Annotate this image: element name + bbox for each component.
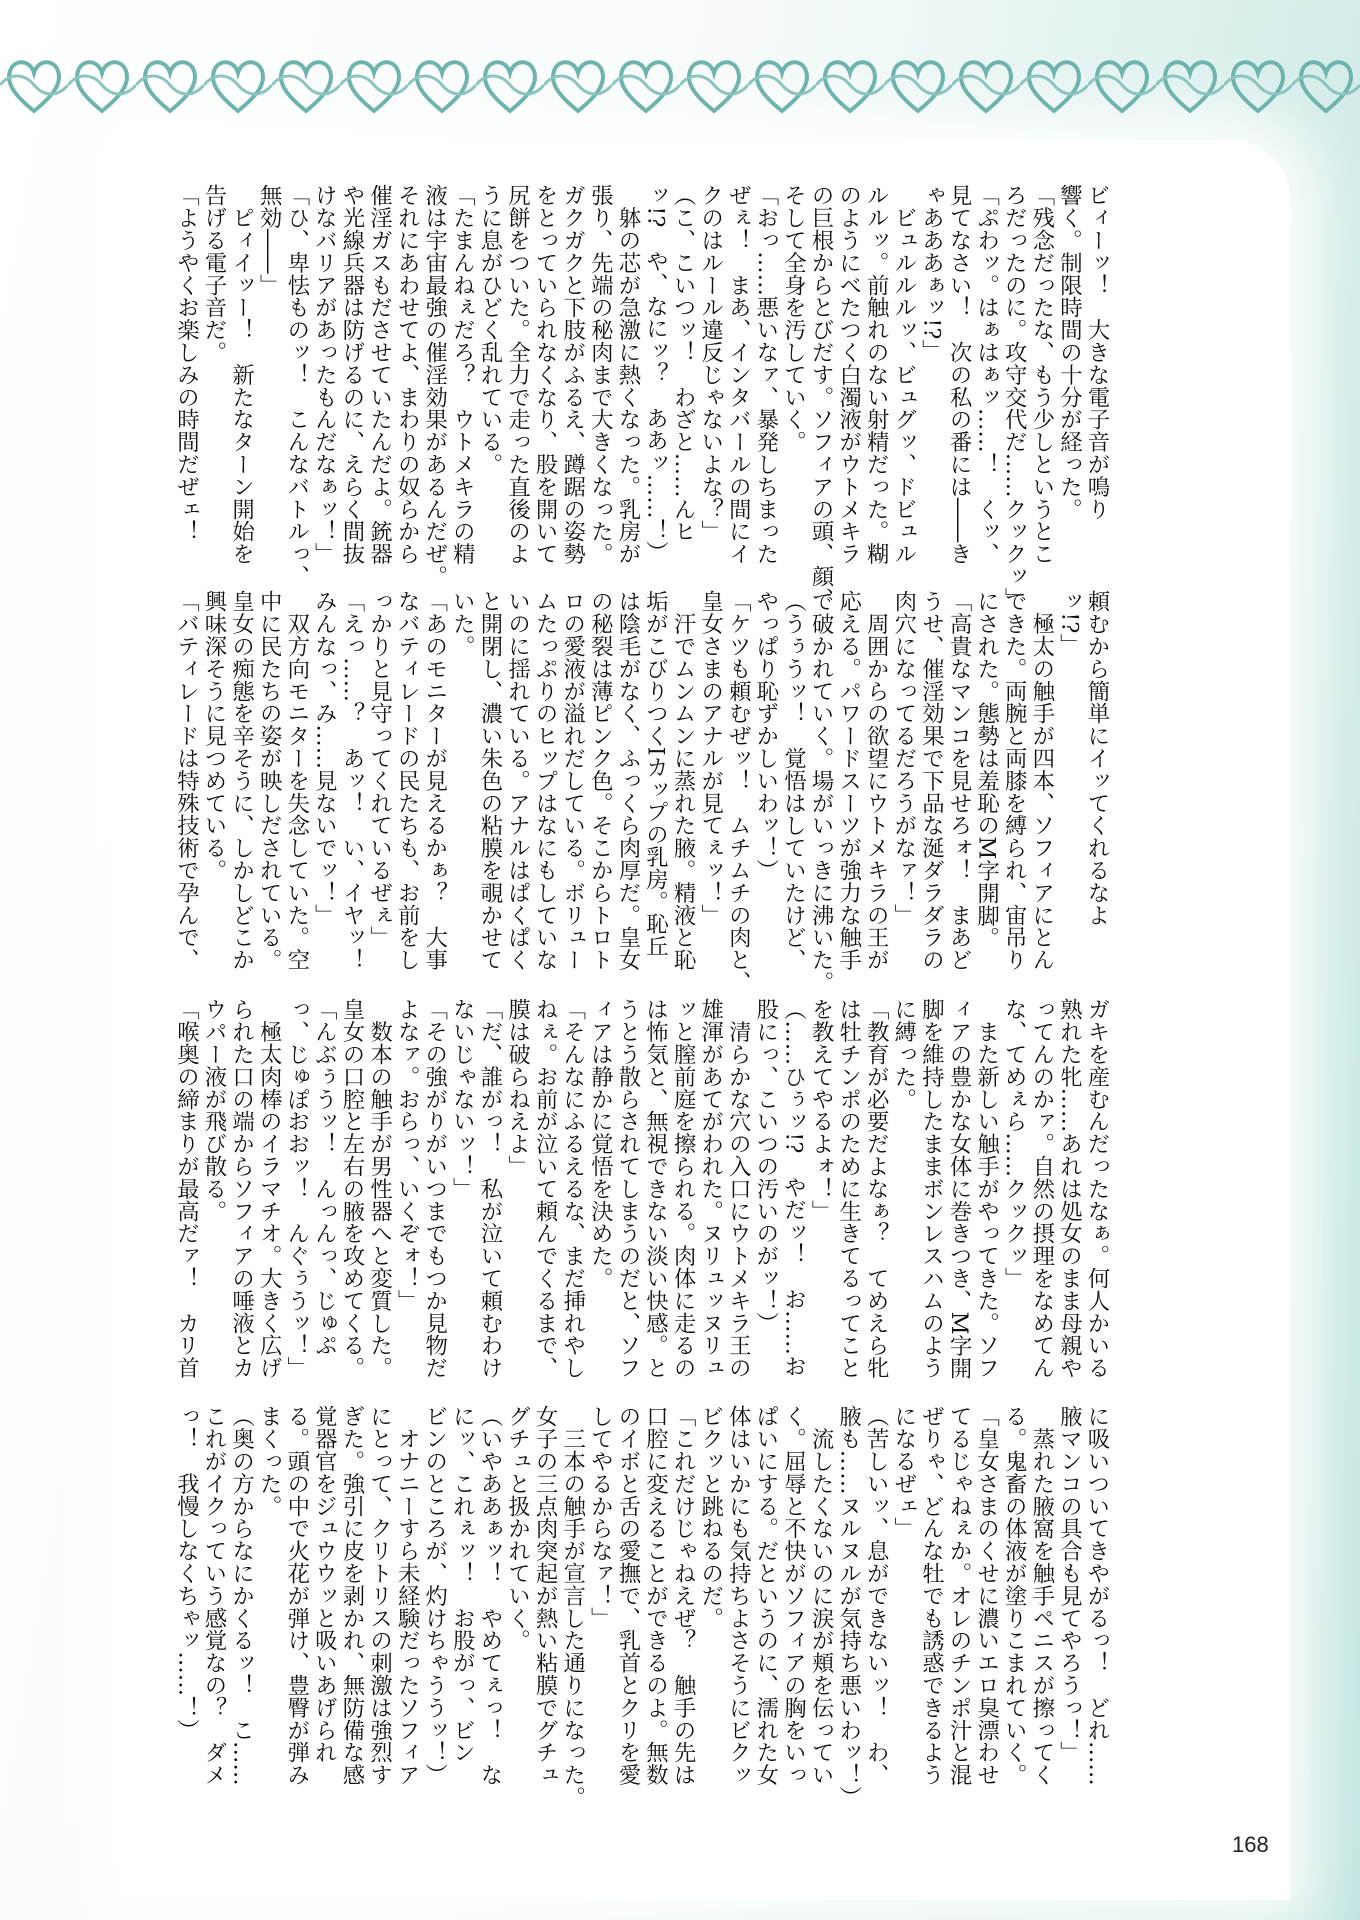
text-tier-3 xyxy=(160,998,1110,1382)
text-column: やっぱり恥ずかしいわッ！） xyxy=(752,590,779,882)
text-column: っ、じゅぽおおッ！ んぐぅうッ！」 xyxy=(283,998,310,1379)
text-column: の巨根からとびだす。ソフィアの頭、顔、 xyxy=(808,184,835,610)
text-column: ピィイッー！ 新たなターン開始を xyxy=(228,184,255,565)
text-column: してやるからなァ！」 xyxy=(587,1405,614,1629)
text-column: 皇女の口腔と左右の腋を攻めてくる。 xyxy=(338,998,365,1379)
text-column: 垢がこびりつくIカップの乳房。恥丘 xyxy=(642,590,669,958)
text-column: 極太の触手が四本、ソフィアにとん xyxy=(1028,590,1055,971)
text-column: にされた。態勢は羞恥のM字開脚。 xyxy=(973,590,1000,949)
text-column: 「その強がりがいつまでもつか見物だ xyxy=(421,998,448,1379)
text-column: にとって、クリトリスの刺激は強烈す xyxy=(366,1405,393,1786)
text-column: 「ひ、卑怯ものッ！ こんなバトルっ、 xyxy=(283,184,310,588)
text-column: できた。両腕と両膝を縛られ、宙吊り xyxy=(1001,590,1028,971)
text-column: のようにべたつく白濁液がウトメキラ xyxy=(835,184,862,565)
text-column: く。屈辱と不快がソフィアの胸をいっ xyxy=(780,1405,807,1786)
text-column: （いやああぁッ！ やめてぇっ！ な xyxy=(476,1405,503,1786)
text-column: けなバリアがあったもんだなぁッ！」 xyxy=(311,184,338,565)
text-column: （……ひぅッ!? やだッ！ お……お xyxy=(780,998,807,1378)
text-column: 腋も……ヌルヌルが気持ち悪いわッ！） xyxy=(835,1405,862,1809)
text-column: ッ!? や、なにッ？ ああッ……！） xyxy=(642,184,669,564)
text-column: ィアは静かに覚悟を決めた。 xyxy=(587,998,614,1290)
page-number: 168 xyxy=(1232,1832,1269,1857)
text-column: 雄渾があてがわれた。ヌリュッヌリュ xyxy=(697,998,724,1379)
text-column: 「あのモニターが見えるかぁ？ 大事 xyxy=(421,590,448,971)
text-column: 肉穴になってるだろうがなァ！」 xyxy=(890,590,917,926)
text-column: 躰の芯が急激に熱くなった。乳房が xyxy=(614,184,641,565)
text-column: 見てなさい！ 次の私の番には――き xyxy=(946,184,973,565)
text-column: 体はいかにも気持ちよさそうにビクッ xyxy=(725,1405,752,1786)
text-column: いのに揺れている。アナルはぱくぱく xyxy=(504,590,531,971)
text-column: 「教育が必要だよなぁ？ てめえら牝 xyxy=(863,998,890,1379)
text-column: うとう散らされてしまうのだと、ソフ xyxy=(614,998,641,1379)
text-column: これがイクっていう感覚なの？ ダメ xyxy=(201,1405,227,1786)
text-column: 興味深そうに見つめている。 xyxy=(201,590,227,882)
text-column: そして全身を汚していく。 xyxy=(780,184,807,453)
text-column: 周囲からの欲望にウトメキラの王が xyxy=(863,590,890,971)
text-column: 催淫ガスもださせていたんだよ。銃器 xyxy=(366,184,393,565)
text-column: 清らかな穴の入口にウトメキラ王の xyxy=(725,998,752,1379)
text-column: ビンのところが、灼けちゃううッ！） xyxy=(421,1405,448,1786)
text-column: ッと膣前庭を擦られる。肉体に走るの xyxy=(670,998,697,1379)
text-column: てるじゃねぇか。オレのチンポ汁と混 xyxy=(946,1405,973,1786)
text-column: ルルッ。前触れのない射精だった。糊 xyxy=(863,184,890,565)
text-column: なバティレードの民たちも、お前をし xyxy=(394,590,421,971)
text-column: 「だ、誰がっ！ 私が泣いて頼むわけ xyxy=(476,998,503,1379)
text-column: 「残念だったな、もう少しというとこ xyxy=(1028,184,1055,565)
text-column: 無効――」 xyxy=(256,184,283,296)
text-column: になるぜェ」 xyxy=(890,1405,917,1540)
text-column: 極太肉棒のイラマチオ。大きく広げ xyxy=(256,998,283,1379)
text-column: 股にっ、こいつの汚いのがッ！） xyxy=(752,998,779,1334)
text-column: に吸いついてきやがるっ！ どれ…… xyxy=(1084,1405,1110,1786)
text-tier-1 xyxy=(160,184,1110,610)
text-column: （こ、こいつッ！ わざと……んヒ xyxy=(670,184,697,543)
text-column: 口腔に変えることができるのよ。無数 xyxy=(642,1405,669,1786)
text-tier-2 xyxy=(160,590,1110,994)
text-column: ろだったのに。攻守交代だ……クックッ」 xyxy=(1001,184,1028,610)
text-column: を教えてやるよォ！」 xyxy=(808,998,835,1222)
text-column: それにあわせてよ、まわりの奴らから xyxy=(394,184,421,565)
text-column: ウパー液が飛び散る。 xyxy=(201,998,227,1222)
text-column: グチュと扱かれていく。 xyxy=(504,1405,531,1652)
text-column: る。鬼畜の体液が塗りこまれていく。 xyxy=(1001,1405,1028,1786)
text-column: で破かれていく。場がいっきに沸いた。 xyxy=(808,590,835,994)
text-column: っかりと見守ってくれているぜぇ」 xyxy=(366,590,393,949)
text-column: 頼むから簡単にイッてくれるなよ xyxy=(1084,590,1110,926)
text-column: ないじゃないッ！」 xyxy=(449,998,476,1200)
text-column: オナニーすら未経験だったソフィア xyxy=(394,1405,421,1786)
text-column: 「ケツも頼むぜッ！ ムチムチの肉と、 xyxy=(725,590,752,994)
text-column: 数本の触手が男性器へと変質した。 xyxy=(366,998,393,1379)
text-column: 「おっ……悪いなァ、暴発しちまった xyxy=(752,184,779,565)
text-column: は陰毛がなく、ふっくら肉厚だ。皇女 xyxy=(614,590,641,971)
text-column: 流したくないのに涙が頬を伝ってい xyxy=(808,1405,835,1786)
text-column: と開閉し、濃い朱色の粘膜を覗かせて xyxy=(476,590,503,971)
text-column: クのはルール違反じゃないよな？」 xyxy=(697,184,724,543)
text-column: な、てめぇら……クックッ」 xyxy=(1001,998,1028,1290)
text-column: られた口の端からソフィアの唾液とカ xyxy=(228,998,255,1379)
text-column: 膜は破らねえよ」 xyxy=(504,998,531,1178)
text-column: っ！ 我慢しなくちゃッ……！） xyxy=(173,1405,200,1741)
text-column: ゃあああぁッ!?」 xyxy=(918,184,945,362)
text-column: は牡チンポのために生きてるってこと xyxy=(835,998,862,1379)
text-column: 響く。制限時間の十分が経った。 xyxy=(1056,184,1083,520)
text-column: ビィーッ！ 大きな電子音が鳴り xyxy=(1084,184,1110,520)
text-column: 「んぶぅうッ！ んっんっ、じゅぷ xyxy=(311,998,338,1357)
text-column: いた。 xyxy=(449,590,476,658)
text-column: ねぇ。お前が泣いて頼んでくるまで、 xyxy=(532,998,559,1379)
text-column: や光線兵器は防げるのに、えらく間抜 xyxy=(338,184,365,565)
text-column: うに息がひどく乱れている。 xyxy=(476,184,503,476)
text-column: （うぅうッ！ 覚悟はしていたけど、 xyxy=(780,590,807,971)
text-column: 双方向モニターを失念していた。空 xyxy=(283,590,310,971)
text-column: また新しい触手がやってきた。ソフ xyxy=(973,998,1000,1379)
text-column: に縛った。 xyxy=(890,998,917,1110)
text-column: ビュルルルッ、ビュグッ、ドビュル xyxy=(890,184,917,565)
text-column: の秘裂は薄ピンク色。そこからトロト xyxy=(587,590,614,971)
text-column: にッ、これぇッ！ お股がっ、ビン xyxy=(449,1405,476,1764)
text-column: 「高貴なマンコを見せろォ！ まあど xyxy=(946,590,973,971)
text-column: よなァ。おらっ、いくぞォ！」 xyxy=(394,998,421,1312)
text-column: ガクガクと下肢がふるえ、蹲踞の姿勢 xyxy=(559,184,586,565)
text-column: ぎた。強引に皮を剥かれ、無防備な感 xyxy=(338,1405,365,1786)
text-tier-4 xyxy=(160,1405,1110,1809)
text-column: 液は宇宙最強の催淫効果があるんだぜ。 xyxy=(421,184,448,588)
text-column: をとっていられなくなり、股を開いて xyxy=(532,184,559,565)
text-column: 尻餅をついた。全力で走った直後のよ xyxy=(504,184,531,565)
text-column: ィアの豊かな女体に巻きつき、M字開 xyxy=(946,998,973,1380)
text-column: 応える。パワードスーツが強力な触手 xyxy=(835,590,862,971)
text-column: 「そんなにふるえるな、まだ挿れやし xyxy=(559,998,586,1379)
text-column: のイボと舌の愛撫で、乳首とクリを愛 xyxy=(614,1405,641,1786)
text-column: （奥の方からなにかくるッ！ こ…… xyxy=(228,1405,255,1786)
text-column: は怖気と、無視できない淡い快感。と xyxy=(642,998,669,1379)
text-column: 中に民たちの姿が映しだされている。 xyxy=(256,590,283,971)
text-column: 「バティレードは特殊技術で孕んで、 xyxy=(173,590,200,971)
text-column: 「喉奥の締まりが最高だァ！ カリ首 xyxy=(173,998,200,1379)
text-column: 「ようやくお楽しみの時間だぜェ！ xyxy=(173,184,200,543)
text-column: ってんのかァ。自然の摂理をなめてん xyxy=(1028,998,1055,1379)
text-column: ぱいにする。だというのに、濡れた女 xyxy=(752,1405,779,1786)
text-column: ぜぇ！ まあ、インタバールの間にイ xyxy=(725,184,752,565)
text-column: まくった。 xyxy=(256,1405,283,1517)
text-column: 熟れた牝……あれは処女のまま母親や xyxy=(1056,998,1083,1379)
text-column: 三本の触手が宣言した通りになった。 xyxy=(559,1405,586,1809)
text-column: ぜりゃ、どんな牡でも誘惑できるよう xyxy=(918,1405,945,1786)
heart-ornament-border xyxy=(0,45,1360,125)
text-column: 「これだけじゃねえぜ？ 触手の先は xyxy=(670,1405,697,1786)
text-column: 張り、先端の秘肉まで大きくなった。 xyxy=(587,184,614,565)
text-column: 皇女の痴態を辛そうに、しかしどこか xyxy=(228,590,255,971)
text-column: 脚を維持したままボンレスハムのよう xyxy=(918,998,945,1379)
text-column: ッ!?」 xyxy=(1056,590,1083,656)
text-column: みんなっ、み……見ないでッ！」 xyxy=(311,590,338,926)
text-column: 汗でムンムンに蒸れた腋。精液と恥 xyxy=(670,590,697,971)
text-column: 覚器官をジュウウッと吸いあげられ xyxy=(311,1405,338,1764)
text-column: （苦しいッ、息ができないッ！ わ、 xyxy=(863,1405,890,1786)
text-column: 告げる電子音だ。 xyxy=(201,184,227,364)
text-column: うせ、催淫効果で下品な涎ダラダラの xyxy=(918,590,945,971)
text-column: る。頭の中で火花が弾け、豊臀が弾み xyxy=(283,1405,310,1786)
text-column: 女子の三点肉突起が熱い粘膜でグチュ xyxy=(532,1405,559,1786)
text-column: 「皇女さまのくせに濃いエロ臭漂わせ xyxy=(973,1405,1000,1786)
text-column: 腋マンコの具合も見てやろうっ！」 xyxy=(1056,1405,1083,1764)
text-column: 「ぷわッ。はぁはぁッ……！ くッ、 xyxy=(973,184,1000,565)
text-column: 「えっ……？ あッ！ い、イヤッ！ xyxy=(338,590,365,971)
text-column: ビクッと跳ねるのだ。 xyxy=(697,1405,724,1629)
text-column: ガキを産むんだったなぁ。何人かいる xyxy=(1084,998,1110,1379)
text-column: 皇女さまのアナルが見てぇッ！」 xyxy=(697,590,724,926)
text-column: ロの愛液が溢れだしている。ボリュー xyxy=(559,590,586,971)
text-column: 「たまんねぇだろ？ ウトメキラの精 xyxy=(449,184,476,565)
text-column: ムたっぷりのヒップはなにもしていな xyxy=(532,590,559,971)
text-column: 蒸れた腋窩を触手ペニスが擦ってく xyxy=(1028,1405,1055,1786)
